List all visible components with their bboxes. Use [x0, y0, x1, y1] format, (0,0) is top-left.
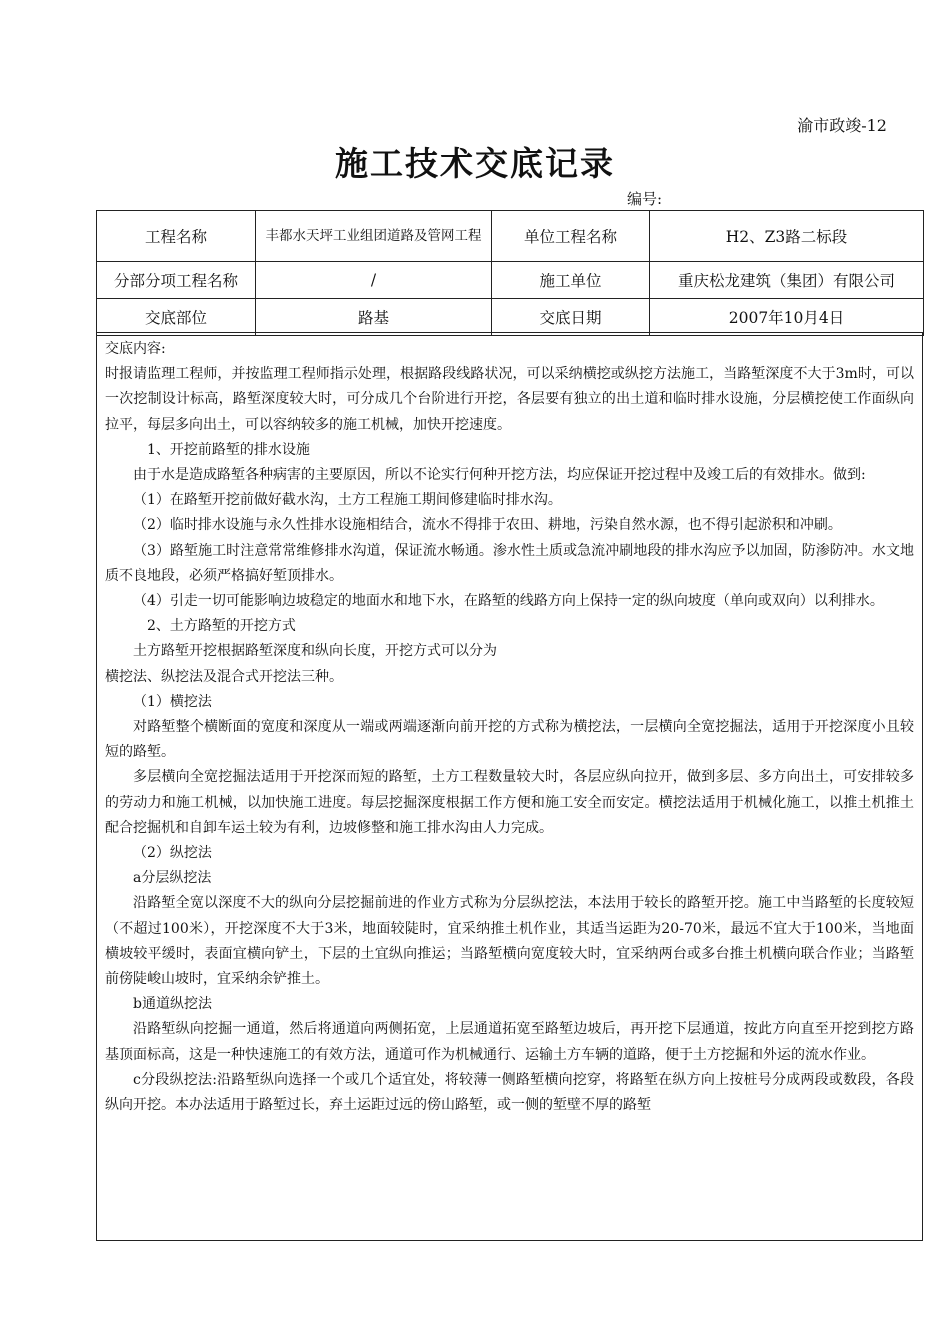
content-paragraph: 土方路堑开挖根据路堑深度和纵向长度，开挖方式可以分为 [133, 643, 497, 660]
subsection-heading: （2）纵挖法 [133, 845, 212, 862]
content-paragraph: 沿路堑全宽以深度不大的纵向分层挖掘前进的作业方式称为分层纵挖法，本法用于较长的路堑开挖。施工中当路堑的长度较短（不超过100米），开挖深度不大于3米，地面较陡时，宜采纳推土机作业，其适当运距为20-70米，最远不宜大于100米，当地面横坡较平缓时，表面宜横向铲土，下层的土宜纵向推运；当路堑横向宽度较大时，宜采纳两台或多台推土机横向联合作业；当路堑前傍陡峻山坡时，宜采纳余铲推土。 [105, 895, 914, 988]
content-paragraph: 多层横向全宽挖掘法适用于开挖深而短的路堑，土方工程数量较大时，各层应纵向拉开，做到多层、多方向出土，可安排较多的劳动力和施工机械，以加快施工进度。每层挖掘深度根据工作方便和施工安全而安定。横挖法适用于机械化施工，以推土机推土配合挖掘机和自卸车运土较为有利，边坡修整和施工排水沟由人力完成。 [105, 769, 914, 836]
disclosure-date-value: 2007年10月4日 [650, 299, 924, 336]
construction-unit-value: 重庆松龙建筑（集团）有限公司 [650, 262, 924, 299]
content-paragraph: 横挖法、纵挖法及混合式开挖法三种。 [105, 668, 343, 685]
subsection-heading: （1）横挖法 [133, 693, 212, 710]
content-paragraph: 沿路堑纵向挖掘一通道，然后将通道向两侧拓宽，上层通道拓宽至路堑边坡后，再开挖下层通道，按此方向直至开挖到挖方路基顶面标高，这是一种快速施工的有效方法，通道可作为机械通行、运输土方车辆的道路，便于土方挖掘和外运的流水作业。 [105, 1021, 914, 1063]
info-table [96, 210, 924, 336]
project-name-label: 工程名称 [97, 211, 256, 262]
content-paragraph: 时报请监理工程师，并按监理工程师指示处理，根据路段线路状况，可以采纳横挖或纵挖方法施工，当路堑深度不大于3m时，可以一次挖制设计标高，路堑深度较大时，可分成几个台阶进行开挖，各层要有独立的出土道和临时排水设施，分层横挖使工作面纵向拉平，每层多向出土，可以容纳较多的施工机械，加快开挖速度。 [105, 366, 914, 433]
disclosure-date-label: 交底日期 [492, 299, 650, 336]
content-paragraph: （2）临时排水设施与永久性排水设施相结合，流水不得排于农田、耕地，污染自然水源，也不得引起淤积和冲刷。 [133, 517, 842, 534]
unit-project-value: H2、Z3路二标段 [650, 211, 924, 262]
subsection-heading: a分层纵挖法 [133, 870, 212, 887]
project-name-value: 丰都水天坪工业组团道路及管网工程 [256, 211, 492, 262]
table-row [97, 299, 924, 336]
content-paragraph: （3）路堑施工时注意常常维修排水沟道，保证流水畅通。渗水性土质或急流冲刷地段的排水沟应予以加固，防渗防冲。水文地质不良地段，必须严格搞好堑顶排水。 [105, 542, 914, 584]
form-code: 渝市政竣-12 [797, 116, 887, 135]
content-paragraph: （4）引走一切可能影响边坡稳定的地面水和地下水，在路堑的线路方向上保持一定的纵向坡度（单向或双向）以利排水。 [133, 593, 884, 610]
content-paragraph: 由于水是造成路堑各种病害的主要原因，所以不论实行何种开挖方法，均应保证开挖过程中及竣工后的有效排水。做到: [133, 467, 866, 484]
table-row [97, 211, 924, 262]
content-paragraph: c分段纵挖法:沿路堑纵向选择一个或几个适宜处，将较薄一侧路堑横向挖穿，将路堑在纵方向上按桩号分成两段或数段，各段纵向开挖。本办法适用于路堑过长，弃土运距过远的傍山路堑，或一侧的堑壁不厚的路堑 [105, 1071, 914, 1114]
table-row [97, 262, 924, 299]
content-paragraph: （1）在路堑开挖前做好截水沟，土方工程施工期间修建临时排水沟。 [133, 492, 562, 509]
content-heading: 交底内容: [105, 341, 166, 357]
unit-project-label: 单位工程名称 [492, 211, 650, 262]
number-label: 编号: [627, 190, 663, 208]
page-title: 施工技术交底记录 [335, 144, 615, 183]
content-paragraph: 对路堑整个横断面的宽度和深度从一端或两端逐渐向前开挖的方式称为横挖法，一层横向全宽挖掘法，适用于开挖深度小且较短的路堑。 [105, 719, 914, 761]
sub-project-label: 分部分项工程名称 [97, 262, 256, 299]
section-heading: 2、土方路堑的开挖方式 [147, 618, 296, 635]
subsection-heading: b通道纵挖法 [133, 996, 212, 1013]
disclosure-content [96, 332, 923, 1241]
sub-project-value: / [256, 262, 492, 299]
construction-unit-label: 施工单位 [492, 262, 650, 299]
disclosure-part-value: 路基 [256, 299, 492, 336]
section-heading: 1、开挖前路堑的排水设施 [147, 441, 310, 458]
disclosure-part-label: 交底部位 [97, 299, 256, 336]
